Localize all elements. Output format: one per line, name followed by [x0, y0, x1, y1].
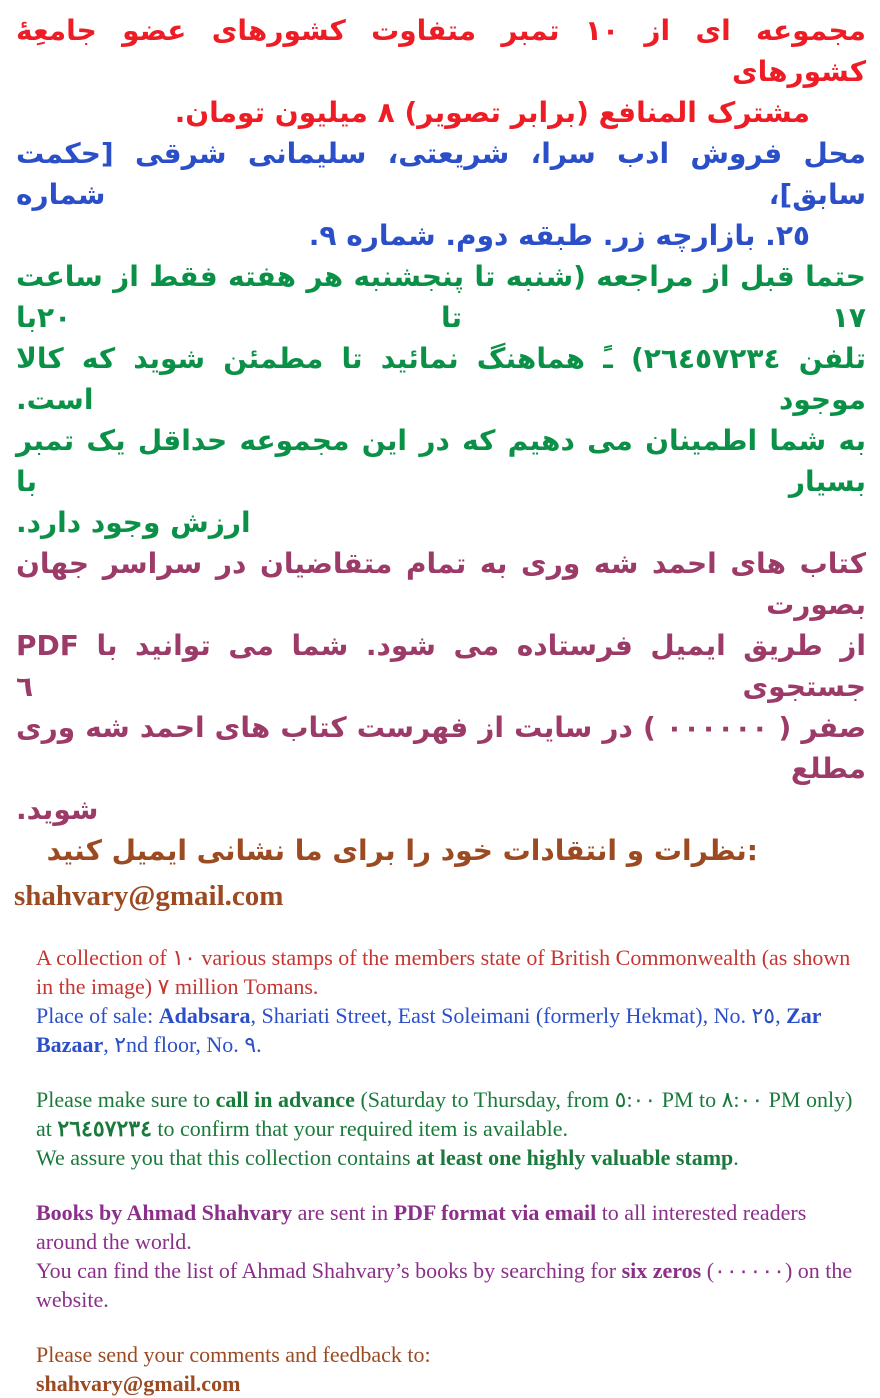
english-zeros-highlight: six zeros — [621, 1258, 702, 1283]
english-place-paragraph — [36, 1001, 854, 1059]
english-call-hours: (Saturday to Thursday, from ٥:٠٠ PM to ٨:٠٠ PM only) at — [36, 1087, 853, 1141]
farsi-call-ahead-line-3: به شما اطمینان می دهیم که در این مجموعه حداقل یک تمبر بسیار با — [16, 424, 866, 498]
english-books-paragraph — [36, 1198, 854, 1256]
english-phone-number: ٢٦٤٥٧٢٣٤ — [57, 1116, 152, 1141]
english-books-outro: to all interested readers around the world. — [36, 1200, 807, 1254]
english-place-bazaar-name: Zar Bazaar — [36, 1003, 822, 1057]
english-assure-intro: We assure you that this collection contains — [36, 1145, 417, 1170]
farsi-collection-line-1: مجموعه ای از ١٠ تمبر متفاوت کشورهای عضو جامعِۀ کشورهای — [16, 14, 866, 88]
farsi-books-paragraph — [16, 543, 866, 830]
farsi-books-line-2: PDF از طریق ایمیل فرستاده می شود. شما می توانید با جستجوی ٦ — [16, 629, 867, 703]
english-zeros-paragraph — [36, 1256, 854, 1314]
farsi-location-line-2: ٢٥. بازارچه زر. طبقه دوم. شماره ٩. — [308, 219, 810, 252]
english-place-shop-name: Adabsara — [158, 1003, 251, 1028]
english-books-mid: are sent in — [292, 1200, 394, 1225]
english-zeros-intro: You can find the list of Ahmad Shahvary’s books by searching for — [36, 1258, 622, 1283]
english-zeros-outro: (٠٠٠٠٠٠) on the website. — [36, 1258, 853, 1312]
farsi-books-line-4: شوید. — [16, 793, 99, 826]
farsi-books-line-3: صفر ( ٠٠٠٠٠٠ ) در سایت از فهرست کتاب های احمد شه وری مطلع — [16, 711, 867, 785]
english-collection-paragraph — [36, 943, 854, 1001]
english-call-in-advance: call in advance — [215, 1087, 355, 1112]
english-call-intro: Please make sure to — [36, 1087, 216, 1112]
farsi-call-ahead-line-2: تلفن ٢٦٤٥٧٢٣٤) ـً هماهنگ نمائید تا مطمئن شوید که کالا موجود است. — [16, 342, 866, 416]
english-feedback-line — [36, 1340, 854, 1369]
farsi-location-line-1: محل فروش ادب سرا، شریعتی، سلیمانی شرقی [حکمت سابق]، شماره — [16, 137, 866, 211]
english-assure-period: . — [733, 1145, 739, 1170]
farsi-call-ahead-paragraph — [16, 256, 866, 543]
english-assure-paragraph — [36, 1143, 854, 1172]
farsi-feedback-line: نظرات و انتقادات خود را برای ما نشانی ایمیل کنید: — [46, 834, 758, 867]
english-feedback-text: Please send your comments and feedback to: — [36, 1342, 431, 1367]
farsi-call-ahead-line-1: حتما قبل از مراجعه (شنبه تا پنجشنبه هر هفته فقط از ساعت ١٧ تا ٢٠با — [16, 260, 866, 334]
farsi-location-paragraph — [16, 133, 866, 256]
english-books-format: PDF format via email — [393, 1200, 597, 1225]
english-place-intro: Place of sale: — [36, 1003, 159, 1028]
english-call-outro: to confirm that your required item is available. — [151, 1116, 568, 1141]
english-place-floor: , ٢nd floor, No. ٩. — [103, 1032, 262, 1057]
farsi-contact-email: shahvary@gmail.com — [14, 880, 284, 912]
english-contact-email: shahvary@gmail.com — [36, 1371, 241, 1396]
english-call-ahead-paragraph — [36, 1085, 854, 1143]
english-books-title: Books by Ahmad Shahvary — [36, 1200, 293, 1225]
english-assure-highlight: at least one highly valuable stamp — [416, 1145, 734, 1170]
farsi-collection-paragraph — [16, 10, 866, 133]
english-section — [0, 917, 880, 1398]
english-collection-text: A collection of ١٠ various stamps of the members state of British Commonwealth (as shown in the image) ٧ million Tomans. — [36, 945, 851, 999]
farsi-call-ahead-line-4: ارزش وجود دارد. — [16, 506, 251, 539]
farsi-collection-line-2: مشترک المنافع (برابر تصویر) ٨ میلیون تومان. — [174, 96, 810, 129]
farsi-books-line-1: کتاب های احمد شه وری به تمام متقاضیان در سراسر جهان بصورت — [16, 547, 866, 621]
english-place-address: , Shariati Street, East Soleimani (formerly Hekmat), No. ٢٥, — [250, 1003, 787, 1028]
